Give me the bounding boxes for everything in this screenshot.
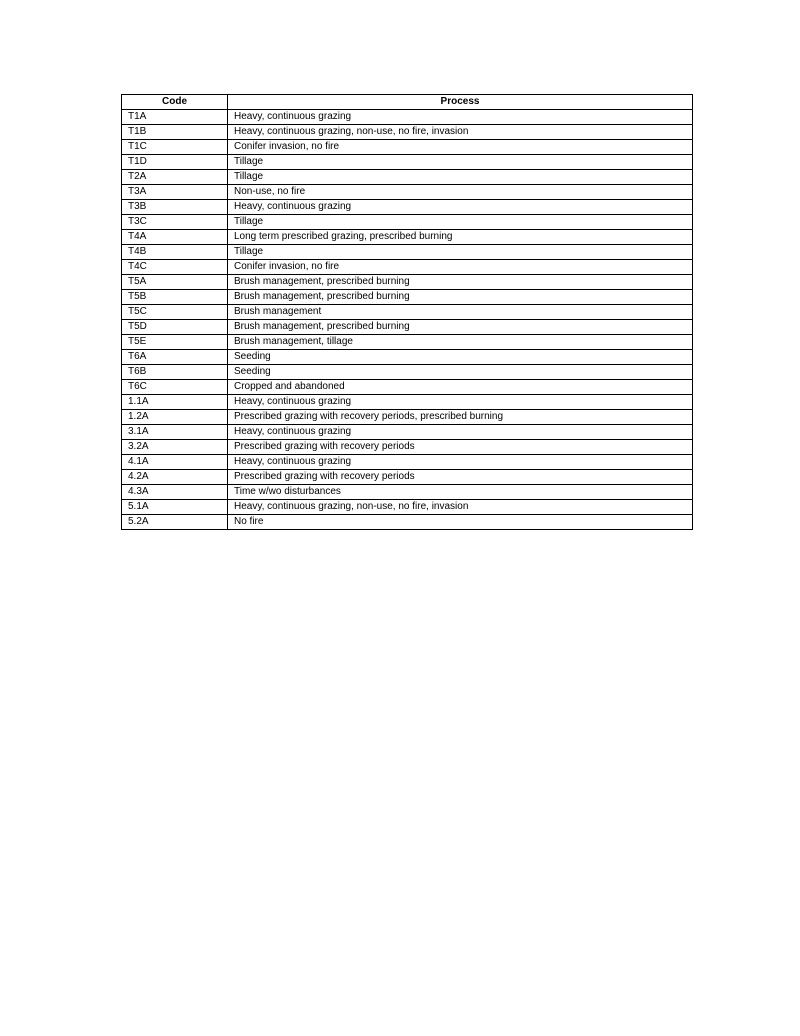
code-cell: 5.2A	[122, 515, 228, 530]
code-cell: T5C	[122, 305, 228, 320]
process-column-header: Process	[228, 95, 693, 110]
table-row	[122, 440, 693, 455]
table-row	[122, 110, 693, 125]
table-row	[122, 470, 693, 485]
code-cell: T1A	[122, 110, 228, 125]
table-row	[122, 500, 693, 515]
code-cell: T2A	[122, 170, 228, 185]
process-cell: Conifer invasion, no fire	[228, 260, 693, 275]
table-row	[122, 425, 693, 440]
code-cell: T4A	[122, 230, 228, 245]
table-row	[122, 305, 693, 320]
code-cell: 3.2A	[122, 440, 228, 455]
code-cell: T1B	[122, 125, 228, 140]
process-cell: Heavy, continuous grazing	[228, 110, 693, 125]
process-cell: Tillage	[228, 155, 693, 170]
code-cell: 4.1A	[122, 455, 228, 470]
process-cell: Heavy, continuous grazing	[228, 200, 693, 215]
process-cell: Seeding	[228, 350, 693, 365]
table-row	[122, 215, 693, 230]
table-row	[122, 485, 693, 500]
table-row	[122, 245, 693, 260]
process-cell: Brush management, prescribed burning	[228, 275, 693, 290]
process-cell: Brush management	[228, 305, 693, 320]
process-cell: Prescribed grazing with recovery periods	[228, 440, 693, 455]
table-header-row	[122, 95, 693, 110]
process-cell: Heavy, continuous grazing, non-use, no fire, invasion	[228, 125, 693, 140]
table-row	[122, 275, 693, 290]
process-cell: Heavy, continuous grazing, non-use, no fire, invasion	[228, 500, 693, 515]
transition-code-table	[121, 94, 693, 530]
table-header	[122, 95, 693, 110]
table-row	[122, 290, 693, 305]
process-cell: Tillage	[228, 245, 693, 260]
process-cell: Non-use, no fire	[228, 185, 693, 200]
process-cell: Brush management, tillage	[228, 335, 693, 350]
process-cell: Tillage	[228, 215, 693, 230]
process-cell: Brush management, prescribed burning	[228, 320, 693, 335]
code-cell: T5A	[122, 275, 228, 290]
process-cell: Prescribed grazing with recovery periods, prescribed burning	[228, 410, 693, 425]
table-row	[122, 395, 693, 410]
process-cell: Cropped and abandoned	[228, 380, 693, 395]
code-cell: 5.1A	[122, 500, 228, 515]
code-cell: T6B	[122, 365, 228, 380]
table-row	[122, 335, 693, 350]
table-row	[122, 125, 693, 140]
table-row	[122, 170, 693, 185]
code-cell: 1.2A	[122, 410, 228, 425]
code-cell: T3A	[122, 185, 228, 200]
table-row	[122, 185, 693, 200]
process-cell: Heavy, continuous grazing	[228, 425, 693, 440]
code-cell: T5B	[122, 290, 228, 305]
table-row	[122, 155, 693, 170]
process-cell: Seeding	[228, 365, 693, 380]
code-cell: T3C	[122, 215, 228, 230]
code-cell: T6C	[122, 380, 228, 395]
table-row	[122, 140, 693, 155]
table-row	[122, 260, 693, 275]
table-row	[122, 320, 693, 335]
process-cell: Heavy, continuous grazing	[228, 455, 693, 470]
process-cell: Heavy, continuous grazing	[228, 395, 693, 410]
code-cell: 1.1A	[122, 395, 228, 410]
process-cell: Long term prescribed grazing, prescribed burning	[228, 230, 693, 245]
table-row	[122, 200, 693, 215]
code-cell: T4B	[122, 245, 228, 260]
code-cell: 3.1A	[122, 425, 228, 440]
process-cell: No fire	[228, 515, 693, 530]
code-cell: 4.3A	[122, 485, 228, 500]
code-cell: T1C	[122, 140, 228, 155]
table-row	[122, 380, 693, 395]
table-row	[122, 455, 693, 470]
process-cell: Brush management, prescribed burning	[228, 290, 693, 305]
code-column-header: Code	[122, 95, 228, 110]
code-cell: 4.2A	[122, 470, 228, 485]
table-row	[122, 230, 693, 245]
table-row	[122, 515, 693, 530]
code-cell: T5E	[122, 335, 228, 350]
table-body	[122, 110, 693, 530]
table-row	[122, 350, 693, 365]
code-cell: T5D	[122, 320, 228, 335]
code-cell: T3B	[122, 200, 228, 215]
process-cell: Time w/wo disturbances	[228, 485, 693, 500]
process-cell: Tillage	[228, 170, 693, 185]
code-cell: T4C	[122, 260, 228, 275]
code-cell: T6A	[122, 350, 228, 365]
process-cell: Conifer invasion, no fire	[228, 140, 693, 155]
table-row	[122, 365, 693, 380]
code-cell: T1D	[122, 155, 228, 170]
process-cell: Prescribed grazing with recovery periods	[228, 470, 693, 485]
table-row	[122, 410, 693, 425]
